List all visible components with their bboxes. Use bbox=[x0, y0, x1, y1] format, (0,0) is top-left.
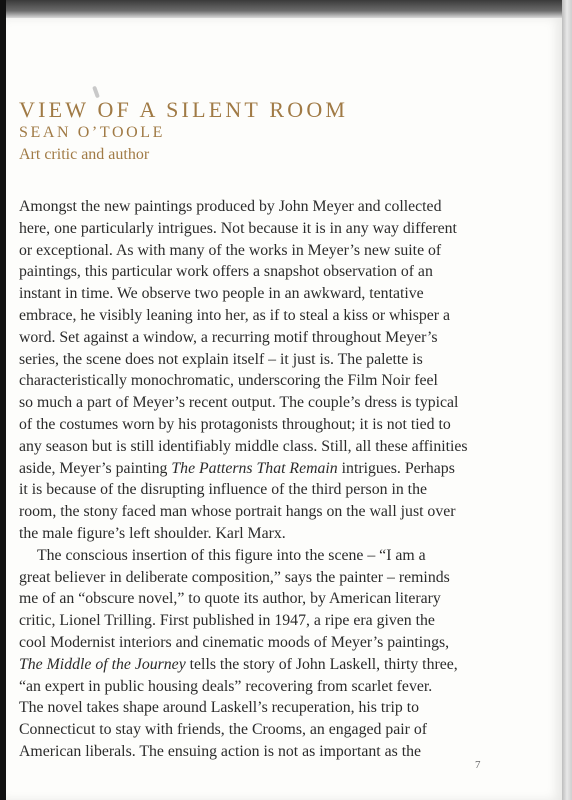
scan-top-edge bbox=[0, 0, 572, 18]
body-line: critic, Lionel Trilling. First published in 1947, a ripe era given the bbox=[19, 612, 435, 630]
body-line: The novel takes shape around Laskell’s recuperation, his trip to bbox=[19, 699, 420, 717]
body-line: characteristically monochromatic, underscoring the Film Noir feel bbox=[19, 372, 438, 390]
body-line: any season but is still identifiably middle class. Still, all these affinities bbox=[19, 437, 468, 455]
article-title: VIEW OF A SILENT ROOM bbox=[19, 97, 349, 122]
article-header bbox=[19, 98, 348, 166]
body-line: Amongst the new paintings produced by John Meyer and collected bbox=[19, 198, 442, 215]
body-line: me of an “obscure novel,” to quote its author, by American literary bbox=[19, 590, 441, 608]
body-line: American liberals. The ensuing action is not as important as the bbox=[19, 742, 421, 760]
article-body bbox=[19, 196, 489, 763]
body-line bbox=[19, 458, 489, 480]
author-role: Art critic and author bbox=[19, 146, 150, 163]
body-line-text: intrigues. Perhaps bbox=[337, 459, 455, 477]
body-line: cool Modernist interiors and cinematic moods of Meyer’s paintings, bbox=[19, 633, 450, 651]
body-line: paintings, this particular work offers a snapshot observation of an bbox=[19, 263, 433, 281]
body-line: it is because of the disrupting influence of the third person in the bbox=[19, 481, 427, 499]
body-line: The conscious insertion of this figure into the scene – “I am a bbox=[37, 546, 426, 564]
body-line: Connecticut to stay with friends, the Crooms, an engaged pair of bbox=[19, 721, 427, 739]
document-page bbox=[6, 18, 562, 800]
body-line-text: tells the story of John Laskell, thirty three, bbox=[185, 655, 458, 673]
page-number: 7 bbox=[475, 759, 481, 771]
body-line: so much a part of Meyer’s recent output. The couple’s dress is typical bbox=[19, 394, 459, 412]
author-name: SEAN O’TOOLE bbox=[19, 124, 166, 141]
painting-title: The Patterns That Remain bbox=[171, 459, 338, 477]
body-line: embrace, he visibly leaning into her, as if to steal a kiss or whisper a bbox=[19, 306, 451, 324]
body-line: room, the stony faced man whose portrait hangs on the wall just over bbox=[19, 503, 456, 521]
body-line: or exceptional. As with many of the works in Meyer’s new suite of bbox=[19, 241, 442, 259]
body-line: “an expert in public housing deals” recovering from scarlet fever. bbox=[19, 677, 433, 695]
body-line-text: aside, Meyer’s painting bbox=[19, 459, 172, 477]
body-line: word. Set against a window, a recurring motif throughout Meyer’s bbox=[19, 328, 438, 346]
body-line: of the costumes worn by his protagonists throughout; it is not tied to bbox=[19, 415, 451, 433]
body-line: the male figure’s left shoulder. Karl Marx. bbox=[19, 524, 286, 542]
body-line: series, the scene does not explain itself – it just is. The palette is bbox=[19, 350, 423, 368]
body-line bbox=[19, 654, 489, 676]
body-line: instant in time. We observe two people in an awkward, tentative bbox=[19, 285, 424, 303]
scan-right-edge bbox=[562, 0, 572, 800]
body-line: great believer in deliberate composition,” says the painter – reminds bbox=[19, 568, 450, 586]
body-line: here, one particularly intrigues. Not because it is in any way different bbox=[19, 219, 457, 237]
novel-title: The Middle of the Journey bbox=[19, 655, 186, 673]
